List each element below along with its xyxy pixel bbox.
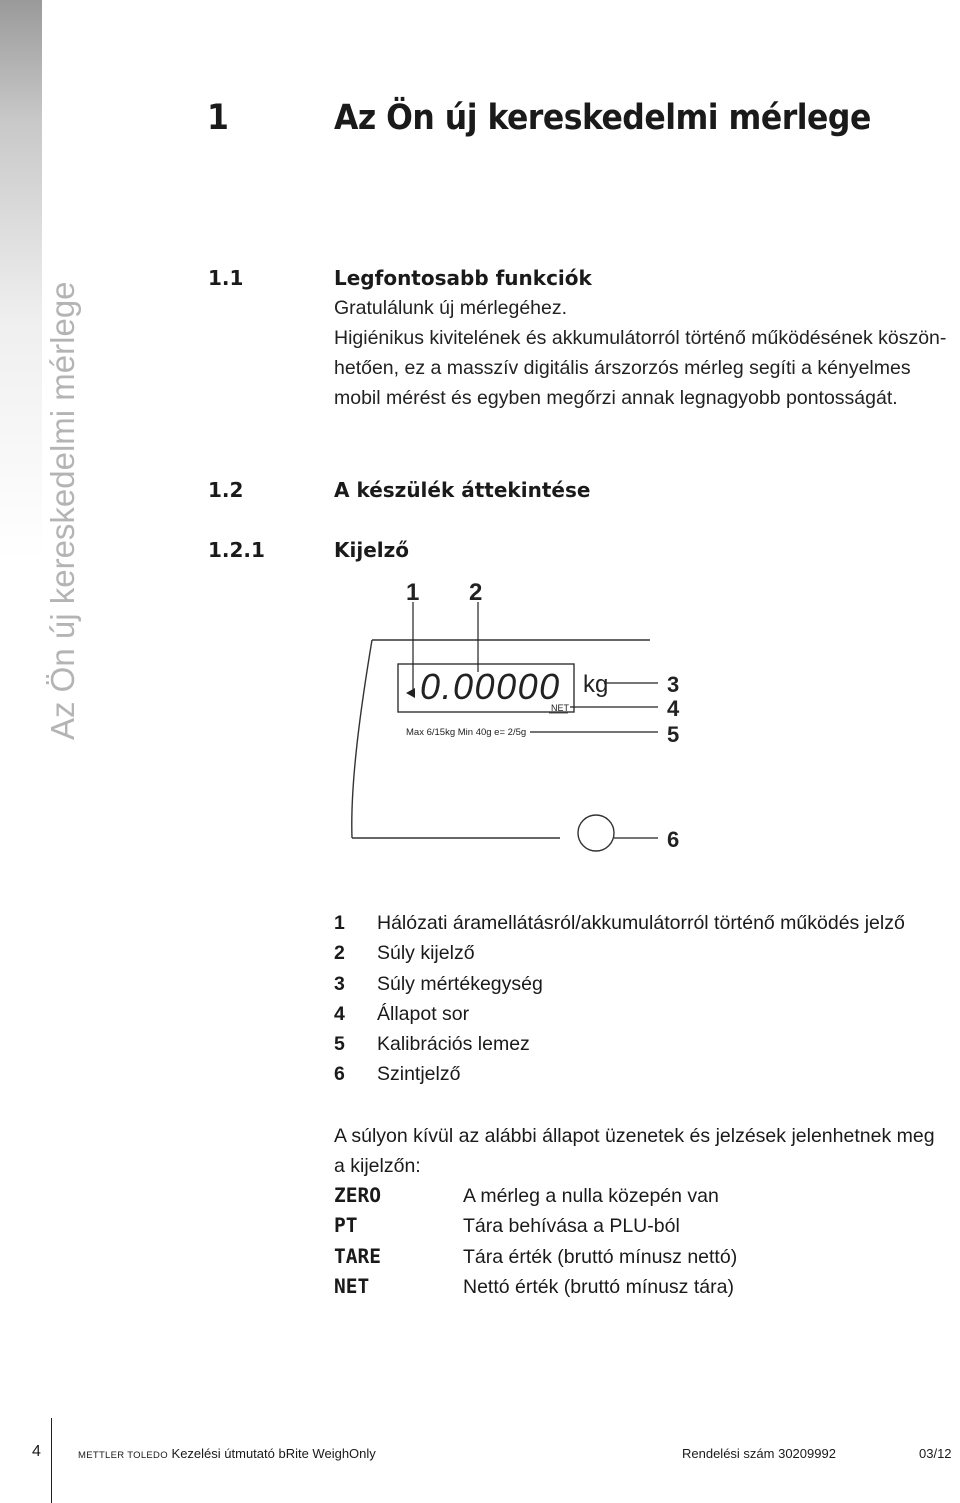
legend-number: 3	[334, 972, 345, 995]
paragraph-line: Higiénikus kivitelének és akkumulátorról történő működésének köszön-	[334, 327, 947, 349]
status-code: NET	[334, 1274, 370, 1298]
legend-number: 6	[334, 1063, 345, 1086]
footer-date: 03/12	[919, 1446, 952, 1461]
callout-1: 1	[406, 579, 420, 606]
paragraph-line: Gratulálunk új mérlegéhez.	[334, 297, 568, 319]
power-indicator-icon	[406, 688, 415, 698]
chapter-number: 1	[207, 98, 229, 138]
section-1-2-number: 1.2	[208, 478, 244, 502]
section-1-1-number: 1.1	[208, 266, 244, 290]
legend-text: Állapot sor	[377, 1002, 470, 1025]
list-item	[334, 1059, 905, 1089]
footer-brand: METTLER TOLEDO	[78, 1450, 168, 1461]
callout-4: 4	[667, 696, 680, 721]
legend-text: Súly mértékegység	[377, 972, 543, 995]
callout-5: 5	[667, 722, 680, 747]
level-indicator-icon	[578, 815, 614, 851]
legend-text: Szintjelző	[377, 1063, 461, 1086]
status-code: ZERO	[334, 1184, 381, 1207]
callout-2: 2	[469, 579, 483, 606]
legend-text: Kalibrációs lemez	[377, 1033, 530, 1056]
callout-6: 6	[667, 827, 680, 852]
net-label: NET	[551, 703, 569, 713]
status-table	[334, 1181, 737, 1302]
legend-number: 4	[334, 1002, 345, 1025]
chapter-title: Az Ön új kereskedelmi mérlege	[334, 98, 871, 138]
list-item	[334, 908, 905, 938]
status-desc: Tára érték (bruttó mínusz nettó)	[463, 1245, 738, 1268]
display-value: 0.00000	[420, 666, 561, 707]
table-row	[334, 1272, 737, 1302]
status-code: PT	[334, 1214, 358, 1238]
footer-order: Rendelési szám 30209992	[682, 1446, 836, 1461]
section-1-2-1-title: Kijelző	[334, 538, 410, 562]
callout-3: 3	[667, 672, 680, 697]
table-row	[334, 1242, 737, 1272]
list-item	[334, 969, 905, 999]
unit-label: kg	[583, 671, 609, 698]
spec-label: Max 6/15kg Min 40g e= 2/5g	[406, 727, 527, 738]
section-1-2-1-number: 1.2.1	[208, 538, 265, 562]
status-intro-line: a kijelzőn:	[334, 1155, 421, 1177]
section-1-1-title: Legfontosabb funkciók	[334, 266, 592, 290]
paragraph-line: hetően, ez a masszív digitális árszorzós mérleg segíti a kényelmes	[334, 357, 911, 379]
table-row	[334, 1211, 737, 1241]
status-desc: A mérleg a nulla közepén van	[463, 1185, 719, 1207]
status-intro-line: A súlyon kívül az alábbi állapot üzenetek és jelzések jelenhetnek meg	[334, 1125, 935, 1147]
table-row	[334, 1181, 737, 1211]
status-desc: Tára behívása a PLU-ból	[463, 1215, 680, 1238]
footer-divider	[51, 1418, 52, 1503]
paragraph-line: mobil mérést és egyben megőrzi annak legnagyobb pontosságát.	[334, 387, 898, 409]
legend-number: 2	[334, 942, 345, 965]
list-item	[334, 1029, 905, 1059]
section-1-2-title: A készülék áttekintése	[334, 478, 591, 502]
legend-text: Súly kijelző	[377, 942, 475, 965]
footer-left	[78, 1446, 376, 1461]
status-intro	[334, 1121, 960, 1181]
legend-number: 5	[334, 1033, 345, 1056]
sidebar-chapter-title: Az Ön új kereskedelmi mérlege	[44, 281, 81, 740]
footer-manual: Kezelési útmutató bRite WeighOnly	[171, 1446, 376, 1461]
legend-list	[334, 908, 905, 1090]
legend-text: Hálózati áramellátásról/akkumulátorról történő működés jelző	[377, 912, 905, 934]
list-item	[334, 938, 905, 968]
legend-number: 1	[334, 912, 345, 934]
page-number: 4	[32, 1443, 41, 1460]
status-code: TARE	[334, 1244, 381, 1268]
list-item	[334, 999, 905, 1029]
status-desc: Nettó érték (bruttó mínusz tára)	[463, 1275, 734, 1298]
